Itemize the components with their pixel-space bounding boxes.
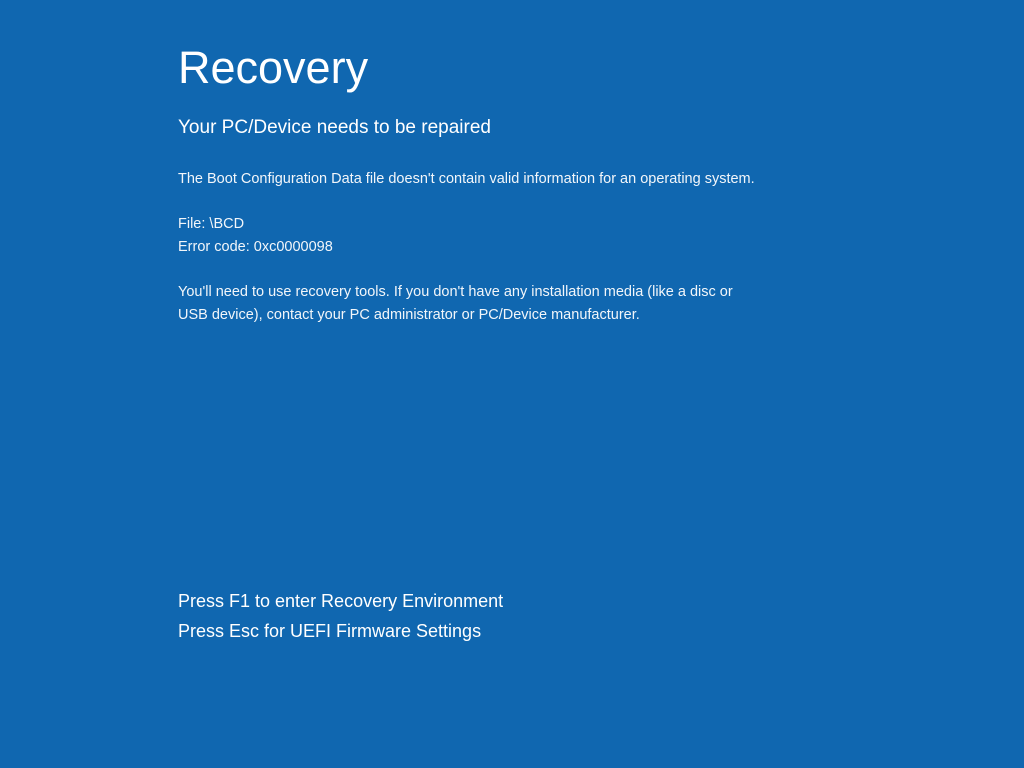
file-path-line: File: \BCD — [178, 215, 245, 232]
spacer-after-details — [178, 259, 818, 281]
page-title: Recovery — [178, 42, 369, 93]
recovery-subtitle: Your PC/Device needs to be repaired — [178, 117, 491, 139]
recovery-content — [178, 44, 818, 327]
error-code-line: Error code: 0xc0000098 — [178, 238, 333, 255]
recovery-actions — [178, 586, 818, 646]
action-uefi-firmware-settings[interactable]: Press Esc for UEFI Firmware Settings — [178, 621, 482, 642]
recovery-description: The Boot Configuration Data file doesn't contain valid information for an operating system. — [178, 171, 755, 188]
spacer-after-description — [178, 191, 818, 213]
action-recovery-environment[interactable]: Press F1 to enter Recovery Environment — [178, 591, 504, 611]
recovery-instructions: You'll need to use recovery tools. If you don't have any installation media (like a disc or USB device), contact your PC administrator or PC/Device manufacturer. — [178, 283, 733, 324]
